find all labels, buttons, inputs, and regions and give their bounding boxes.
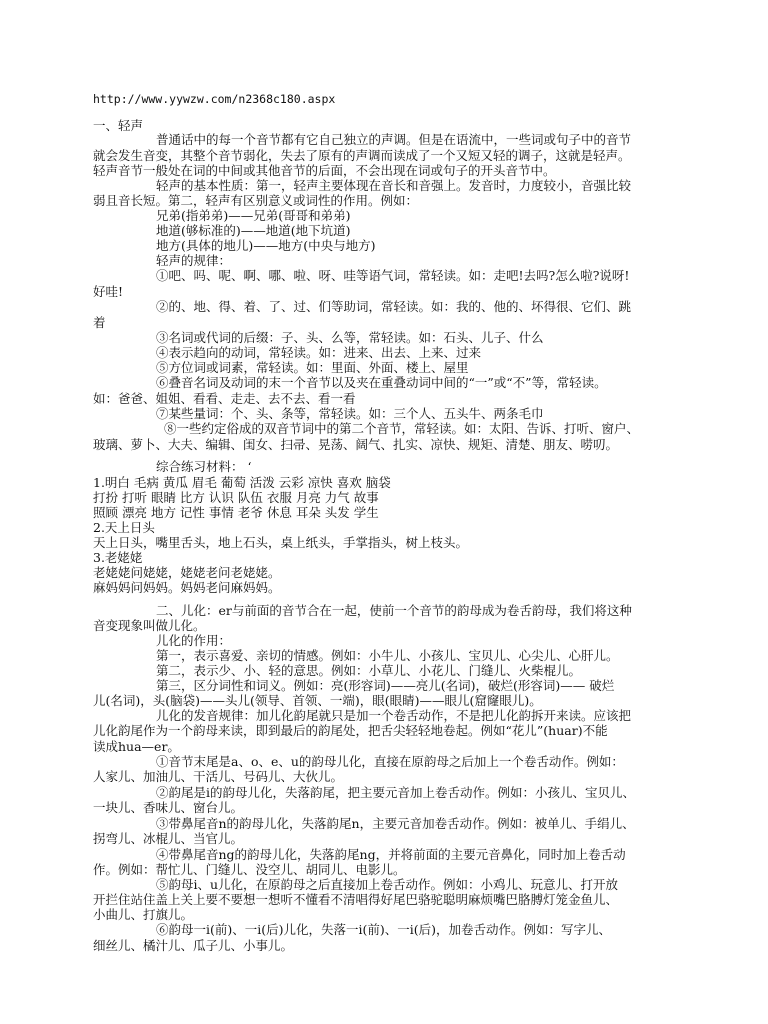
paragraph-line: 普通话中的每一个音节都有它自己独立的声调。但是在语流中，一些词或句子中的音节 (156, 132, 632, 147)
rule-line: ④带鼻尾音ng的韵母儿化，失落韵尾ng，并将前面的主要元音鼻化，同时加上卷舌动 (156, 847, 626, 862)
section1-heading: 一、轻声 (93, 118, 144, 133)
rule-line: ⑦某些量词：个、头、条等，常轻读。如：三个人、五头牛、两条毛巾 (156, 406, 544, 421)
paragraph-line: 音变现象叫做儿化。 (93, 618, 206, 633)
rule-line: 拐弯儿、冰棍儿、当官儿。 (93, 831, 244, 846)
rule-line: 开拦住站住盖上关上要不要想一想听不懂看不清唱得好尾巴骆驼聪明麻烦嘴巴胳膊灯笼金鱼儿、 (93, 892, 619, 907)
rule-line: ①音节末尾是a、o、e、u的韵母儿化，直接在原韵母之后加上一个卷舌动作。例如： (156, 754, 624, 769)
rule-line: ④表示趋向的动词，常轻读。如：进来、出去、上来、过来 (156, 345, 482, 360)
paragraph-line: 儿化韵尾作为一个韵母来读，即到最后的韵尾处，把舌尖轻轻地卷起。例如“花儿”(huar)不能 (93, 723, 608, 738)
paragraph-line: 儿化的发音规律：加儿化韵尾就只是加一个卷舌动作，不是把儿化韵拆开来读。应该把 (156, 708, 632, 723)
rule-line: 好哇! (93, 284, 124, 299)
practice-title: 综合练习材料： ‘ (156, 459, 252, 474)
rule-line: 细丝儿、橘汁儿、瓜子儿、小事儿。 (93, 938, 294, 953)
paragraph-line: 弱且音长短。第二，轻声有区别意义或词性的作用。例如： (93, 193, 419, 208)
example-line: 兄弟(指弟弟)——兄弟(哥哥和弟弟) (156, 208, 351, 223)
paragraph-line: 轻声的基本性质：第一，轻声主要体现在音长和音强上。发音时，力度较小，音强比较 (156, 178, 632, 193)
practice-line: 2.天上日头 (93, 520, 155, 535)
rule-line: 人家儿、加油儿、干活儿、号码儿、大伙儿。 (93, 769, 344, 784)
rules-title: 轻声的规律： (156, 253, 232, 268)
rule-line: ⑤韵母i、u儿化，在原韵母之后直接加上卷舌动作。例如：小鸡儿、玩意儿、打开放 (156, 877, 619, 892)
rule-line: ①吧、吗、呢、啊、哪、啦、呀、哇等语气词，常轻读。如：走吧!去吗?怎么啦?说呀! (156, 268, 630, 283)
rule-line: ③带鼻尾音n的韵母儿化，失落韵尾n，主要元音加卷舌动作。例如：被单儿、手绢儿、 (156, 816, 635, 831)
effects-title: 儿化的作用： (156, 633, 232, 648)
paragraph-line: 轻声音节一般处在词的中间或其他音节的后面，不会出现在词或句子的开头音节中。 (93, 163, 556, 178)
section2-heading: 二、儿化：er与前面的音节合在一起，使前一个音节的韵母成为卷舌韵母，我们将这种 (156, 603, 632, 618)
practice-line: 天上日头，嘴里舌头，地上石头，桌上纸头，手掌指头，树上枝头。 (93, 535, 469, 550)
effect-line: 儿(名词)，头(脑袋)——头儿(领导、首领、一端)，眼(眼睛)——眼儿(窟窿眼儿)。 (93, 693, 542, 708)
example-line: 地方(具体的地儿)——地方(中央与地方) (156, 238, 376, 253)
source-url: http://www.yywzw.com/n2368c180.aspx (93, 92, 336, 106)
rule-line: ⑤方位词或词素，常轻读。如：里面、外面、楼上、屋里 (156, 360, 469, 375)
rule-line: 着 (93, 315, 106, 330)
practice-line: 1.明白 毛病 黄瓜 眉毛 葡萄 活泼 云彩 凉快 喜欢 脑袋 (93, 475, 391, 490)
rule-line: ③名词或代词的后缀：子、头、么等，常轻读。如：石头、儿子、什么 (156, 330, 544, 345)
rule-line: ②的、地、得、着、了、过、们等助词，常轻读。如：我的、他的、坏得很、它们、跳 (156, 299, 632, 314)
paragraph-line: 读成hua—er。 (93, 739, 180, 754)
practice-line: 打扮 打听 眼睛 比方 认识 队伍 衣服 月亮 力气 故事 (93, 490, 379, 505)
rule-line: 如：爸爸、姐姐、看看、走走、去不去、看一看 (93, 391, 356, 406)
rule-line: ②韵尾是i的韵母儿化，失落韵尾，把主要元音加上卷舌动作。例如：小孩儿、宝贝儿、 (156, 785, 635, 800)
rule-line: ⑧一些约定俗成的双音节词中的第二个音节，常轻读。如：太阳、告诉、打听、窗户、 (164, 421, 640, 436)
rule-line: ⑥叠音名词及动词的末一个音节以及夹在重叠动词中间的“一”或“不”等，常轻读。 (156, 375, 607, 390)
practice-line: 照顾 漂亮 地方 记性 事情 老爷 休息 耳朵 头发 学生 (93, 505, 379, 520)
rule-line: 一块儿、香味儿、窗台儿。 (93, 800, 244, 815)
paragraph-line: 就会发生音变，其整个音节弱化，失去了原有的声调而读成了一个又短又轻的调子，这就是轻声。 (93, 148, 631, 163)
rule-line: ⑥韵母一i(前)、一i(后)儿化，失落一i(前)、一i(后)，加卷舌动作。例如：写字儿、 (156, 922, 612, 937)
rule-line: 小曲儿、打旗儿。 (93, 907, 194, 922)
practice-line: 老姥姥问姥姥，姥姥老问老姥姥。 (93, 565, 281, 580)
rule-line: 玻璃、萝卜、大夫、编辑、闺女、扫帚、晃荡、阔气、扎实、凉快、规矩、清楚、朋友、唠叨。 (93, 437, 619, 452)
example-line: 地道(够标准的)——地道(地下坑道) (156, 223, 351, 238)
effect-line: 第三，区分词性和词义。例如：亮(形容词)——亮儿(名词)，破烂(形容词)—— 破烂 (156, 678, 615, 693)
practice-line: 麻妈妈问妈妈。妈妈老问麻妈妈。 (93, 580, 281, 595)
practice-line: 3.老姥姥 (93, 550, 143, 565)
effect-line: 第一，表示喜爱、亲切的情感。例如：小牛儿、小孩儿、宝贝儿、心尖儿、心肝儿。 (156, 648, 619, 663)
rule-line: 作。例如：帮忙儿、门缝儿、没空儿、胡同儿、电影儿。 (93, 862, 406, 877)
effect-line: 第二，表示少、小、轻的意思。例如：小草儿、小花儿、门缝儿、火柴棍儿。 (156, 663, 582, 678)
